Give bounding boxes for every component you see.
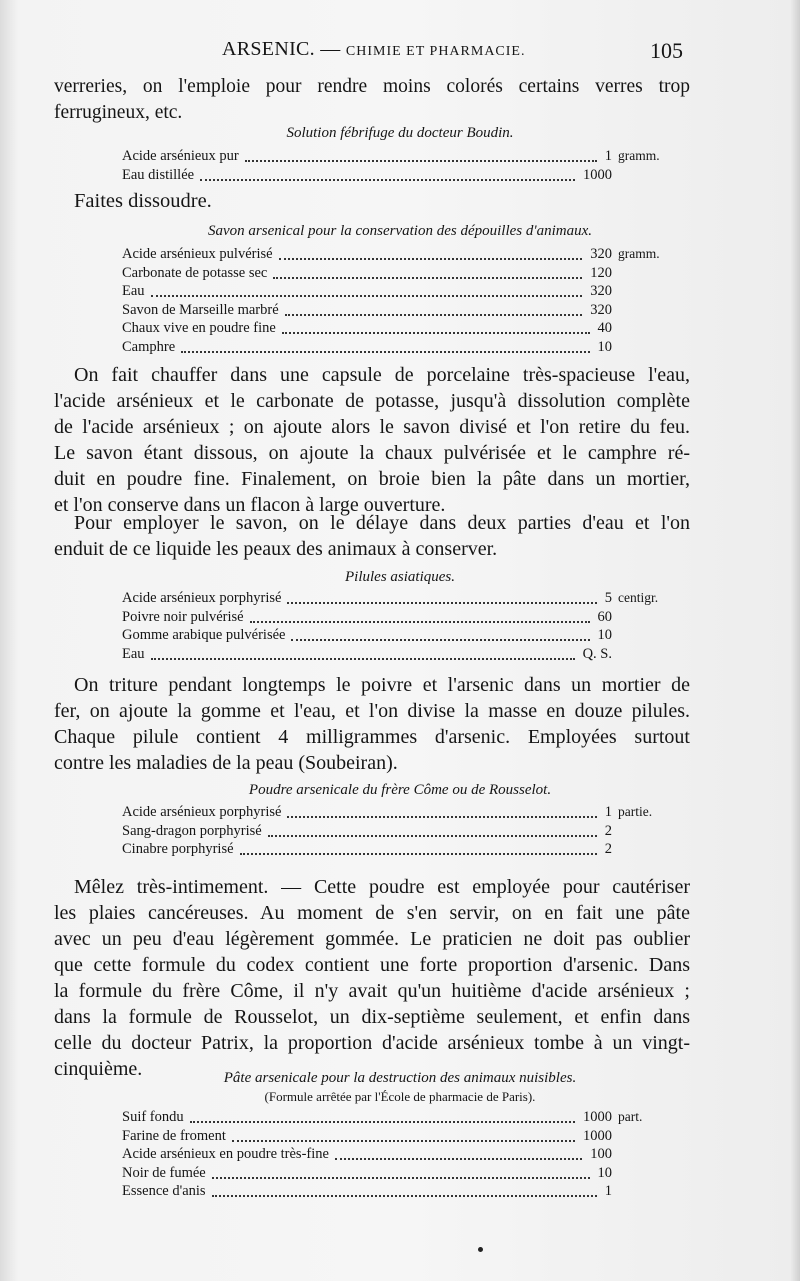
body-paragraph (54, 874, 690, 1082)
body-paragraph (54, 510, 690, 562)
recipe-title: Savon arsenical pour la conservation des dépouilles d'animaux. (208, 223, 592, 239)
ingredient-name: Acide arsénieux pur (122, 148, 239, 164)
text-line: Mêlez très-intimement. — Cette poudre est employée pour cautériser (74, 876, 690, 898)
ingredient-quantity: 40 (597, 320, 612, 336)
dot-leader (273, 264, 582, 279)
recipe-title: Solution fébrifuge du docteur Boudin. (286, 125, 514, 141)
dot-leader (190, 1108, 575, 1123)
ingredient-quantity: 320 (590, 283, 612, 299)
dot-leader (245, 147, 597, 162)
ingredient-quantity: 1000 (583, 166, 612, 183)
ingredient-name: Chaux vive en poudre fine (122, 320, 276, 336)
dot-leader (291, 626, 589, 641)
ingredient-quantity: 1000 (583, 1109, 612, 1125)
recipe-list (122, 589, 682, 663)
ingredient-name: Eau distillée (122, 166, 195, 183)
ingredient-quantity: 10 (597, 338, 612, 355)
instruction-paragraph (54, 188, 690, 214)
text-line: fer, on ajoute la gomme et l'eau, et l'on divise la masse en douze pilules. (54, 700, 690, 722)
recipe-row (122, 1182, 682, 1201)
text-line: Pour employer le savon, on le délaye dans deux parties d'eau et l'on (74, 512, 690, 534)
dot-leader (335, 1145, 582, 1160)
ingredient-name: Acide arsénieux porphyrisé (122, 804, 282, 820)
recipe-row (122, 589, 682, 608)
ingredient-name: Camphre (122, 338, 176, 355)
ingredient-name: Savon de Marseille marbré (122, 301, 279, 318)
text-line: On triture pendant longtemps le poivre et l'arsenic dans un mortier de (74, 674, 690, 696)
dot-leader (279, 245, 583, 260)
dot-leader (200, 166, 575, 181)
ingredient-quantity: 120 (590, 264, 612, 281)
recipe-row (122, 645, 682, 664)
ingredient-name: Eau (122, 645, 145, 662)
dot-leader (212, 1182, 597, 1197)
ingredient-name: Essence d'anis (122, 1183, 206, 1199)
quantity-unit: partie. (618, 804, 653, 819)
text-line: que cette formule du codex contient une forte proportion d'arsenic. Dans (54, 954, 690, 976)
recipe-row (122, 822, 682, 841)
text-line: de l'acide arsénieux ; on ajoute alors le savon divisé et l'on retire du feu. (54, 416, 690, 438)
recipe-row (122, 147, 682, 166)
text-line: avec un peu d'eau légèrement gommée. Le praticien ne doit pas oublier (54, 928, 690, 950)
ingredient-quantity: 1000 (583, 1127, 612, 1144)
dot-leader (282, 319, 590, 334)
ingredient-name: Suif fondu (122, 1109, 184, 1125)
ingredient-name: Poivre noir pulvérisé (122, 608, 244, 625)
ingredient-name: Eau (122, 283, 145, 299)
ingredient-name: Acide arsénieux en poudre très-fine (122, 1146, 329, 1162)
recipe-row (122, 301, 682, 320)
recipe-row (122, 1164, 682, 1183)
ingredient-name: Acide arsénieux pulvérisé (122, 246, 273, 262)
text-line: Le savon étant dissous, on ajoute la chaux pulvérisée et le camphre ré- (54, 442, 690, 464)
ingredient-quantity: 320 (590, 301, 612, 318)
ingredient-name: Farine de froment (122, 1127, 226, 1144)
dot-leader (151, 645, 575, 660)
text-line: cinquième. (54, 1058, 143, 1080)
recipe-list (122, 1108, 682, 1201)
dot-leader (232, 1127, 575, 1142)
ingredient-name: Cinabre porphyrisé (122, 841, 234, 857)
recipe-row (122, 264, 682, 283)
recipe-row (122, 626, 682, 645)
dot-leader (287, 803, 596, 818)
recipe-subtitle: (Formule arrêtée par l'École de pharmacie de Paris). (264, 1089, 536, 1104)
recipe-list (122, 803, 682, 859)
ingredient-quantity: 1 (604, 804, 612, 820)
ingredient-quantity: 2 (604, 822, 612, 839)
dot-leader (285, 301, 583, 316)
ingredient-quantity: 100 (590, 1146, 612, 1162)
dot-leader (250, 608, 590, 623)
ingredient-quantity: 10 (597, 627, 612, 643)
dot-leader (287, 589, 596, 604)
header-title: ARSENIC. — CHIMIE ET PHARMACIE. (222, 38, 526, 60)
recipe-row (122, 1108, 682, 1127)
text-line: verreries, on l'emploie pour rendre moins colorés certains verres trop (54, 76, 690, 97)
text-line: l'acide arsénieux et le carbonate de potasse, jusqu'à dissolution complète (54, 390, 690, 412)
recipe-row (122, 166, 682, 185)
quantity-unit: part. (618, 1109, 643, 1124)
ingredient-name: Carbonate de potasse sec (122, 264, 268, 281)
ingredient-quantity: 5 (604, 590, 612, 606)
recipe-list (122, 245, 682, 356)
ingredient-name: Sang-dragon porphyrisé (122, 822, 262, 839)
text-line: contre les maladies de la peau (Soubeiran). (54, 752, 398, 774)
quantity-unit: gramm. (618, 246, 660, 261)
quantity-unit: centigr. (618, 590, 659, 605)
recipe-row (122, 319, 682, 338)
text-line: et l'on conserve dans un flacon à large ouverture. (54, 494, 446, 516)
ingredient-quantity: Q. S. (582, 645, 612, 662)
ingredient-quantity: 60 (597, 608, 612, 625)
text-line: ferrugineux, etc. (54, 102, 183, 123)
recipe-title: Pilules asiatiques. (345, 569, 455, 585)
recipe-title: Pâte arsenicale pour la destruction des animaux nuisibles. (223, 1070, 577, 1086)
dot-leader (268, 822, 597, 837)
text-line: duit en poudre fine. Finalement, on broie bien la pâte dans un mortier, (54, 468, 690, 490)
text-line: dans la formule de Rousselot, un dix-septième seulement, et enfin dans (54, 1006, 690, 1028)
running-header (0, 38, 800, 68)
page-number: 105 (650, 38, 683, 63)
ingredient-name: Noir de fumée (122, 1164, 206, 1181)
text-line: enduit de ce liquide les peaux des animaux à conserver. (54, 538, 498, 560)
intro-paragraph (54, 74, 690, 126)
ingredient-quantity: 1 (604, 1183, 612, 1199)
text-line: On fait chauffer dans une capsule de porcelaine très-spacieuse l'eau, (74, 364, 690, 386)
text-line: Faites dissoudre. (74, 190, 212, 212)
recipe-row (122, 608, 682, 627)
recipe-row (122, 840, 682, 859)
dot-leader (181, 338, 589, 353)
recipe-row (122, 803, 682, 822)
text-line: la formule du frère Côme, il n'y avait qu'un huitième d'acide arsénieux ; (54, 980, 690, 1002)
body-paragraph (54, 672, 690, 776)
ingredient-quantity: 1 (604, 148, 612, 164)
recipe-row (122, 1145, 682, 1164)
ingredient-name: Acide arsénieux porphyrisé (122, 590, 282, 606)
dot-leader (240, 840, 597, 855)
text-line: celle du docteur Patrix, la proportion d'acide arsénieux tombe à un vingt- (54, 1032, 690, 1054)
recipe-row (122, 1127, 682, 1146)
dot-leader (151, 282, 583, 297)
ingredient-quantity: 320 (590, 246, 612, 262)
recipe-row (122, 338, 682, 357)
body-paragraph (54, 362, 690, 518)
recipe-row (122, 245, 682, 264)
text-line: les plaies cancéreuses. Au moment de s'en servir, on en fait une pâte (54, 902, 690, 924)
ingredient-quantity: 10 (597, 1164, 612, 1181)
recipe-row (122, 282, 682, 301)
ingredient-quantity: 2 (604, 841, 612, 857)
dot-leader (212, 1164, 590, 1179)
recipe-list (122, 147, 682, 184)
recipe-title: Poudre arsenicale du frère Côme ou de Rousselot. (248, 782, 552, 798)
quantity-unit: gramm. (618, 148, 660, 163)
text-line: Chaque pilule contient 4 milligrammes d'arsenic. Employées surtout (54, 726, 690, 748)
ink-speck (478, 1247, 483, 1252)
ingredient-name: Gomme arabique pulvérisée (122, 627, 286, 643)
